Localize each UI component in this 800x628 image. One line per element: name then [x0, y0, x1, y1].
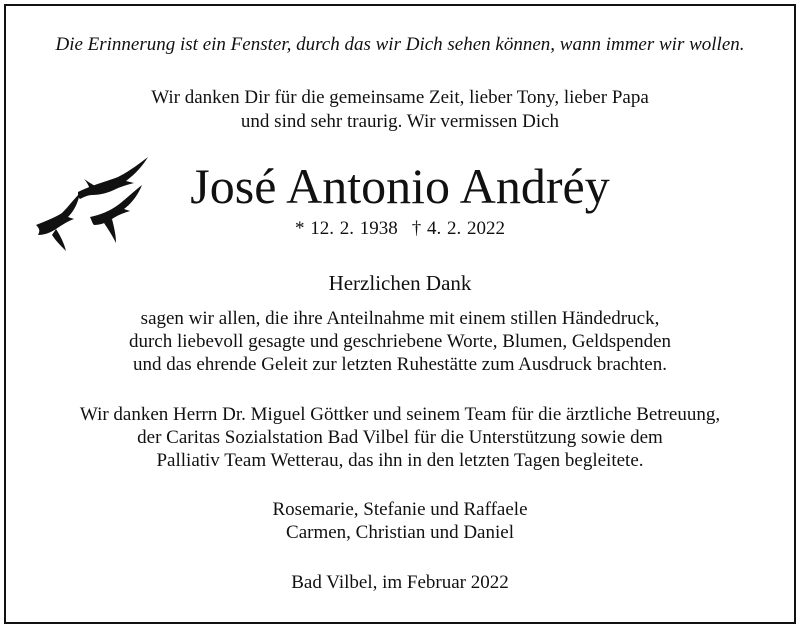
motto-quote: Die Erinnerung ist ein Fenster, durch das wir Dich sehen können, wann immer wir wollen. — [55, 34, 745, 55]
birth-date: * 12. 2. 1938 — [295, 218, 398, 239]
thanks-heading: Herzlichen Dank — [328, 271, 472, 295]
deceased-name: José Antonio Andréy — [190, 158, 610, 214]
family-line: Carmen, Christian und Daniel — [286, 522, 514, 543]
intro-text — [0, 86, 800, 134]
care-line: Palliativ Team Wetterau, das ihn in den letzten Tagen begleitete. — [156, 450, 644, 471]
life-dates — [140, 217, 660, 241]
care-line: der Caritas Sozialstation Bad Vilbel für die Unterstützung sowie dem — [137, 427, 663, 448]
death-date: † 4. 2. 2022 — [411, 218, 505, 239]
intro-line: Wir danken Dir für die gemeinsame Zeit, lieber Tony, lieber Papa — [151, 87, 649, 108]
care-line: Wir danken Herrn Dr. Miguel Göttker und seinem Team für die ärztliche Betreuung, — [79, 404, 721, 425]
family-signatures — [0, 498, 800, 544]
thanks-paragraph — [0, 307, 800, 376]
thanks-line: durch liebevoll gesagte und geschriebene Worte, Blumen, Geldspenden — [128, 331, 672, 352]
place-date: Bad Vilbel, im Februar 2022 — [291, 572, 509, 593]
family-line: Rosemarie, Stefanie und Raffaele — [272, 499, 528, 520]
thanks-line: sagen wir allen, die ihre Anteilnahme mit einem stillen Händedruck, — [140, 308, 660, 329]
care-paragraph — [0, 403, 800, 472]
thanks-line: und das ehrende Geleit zur letzten Ruhestätte zum Ausdruck brachten. — [133, 354, 667, 375]
intro-line: und sind sehr traurig. Wir vermissen Dich — [240, 111, 560, 132]
